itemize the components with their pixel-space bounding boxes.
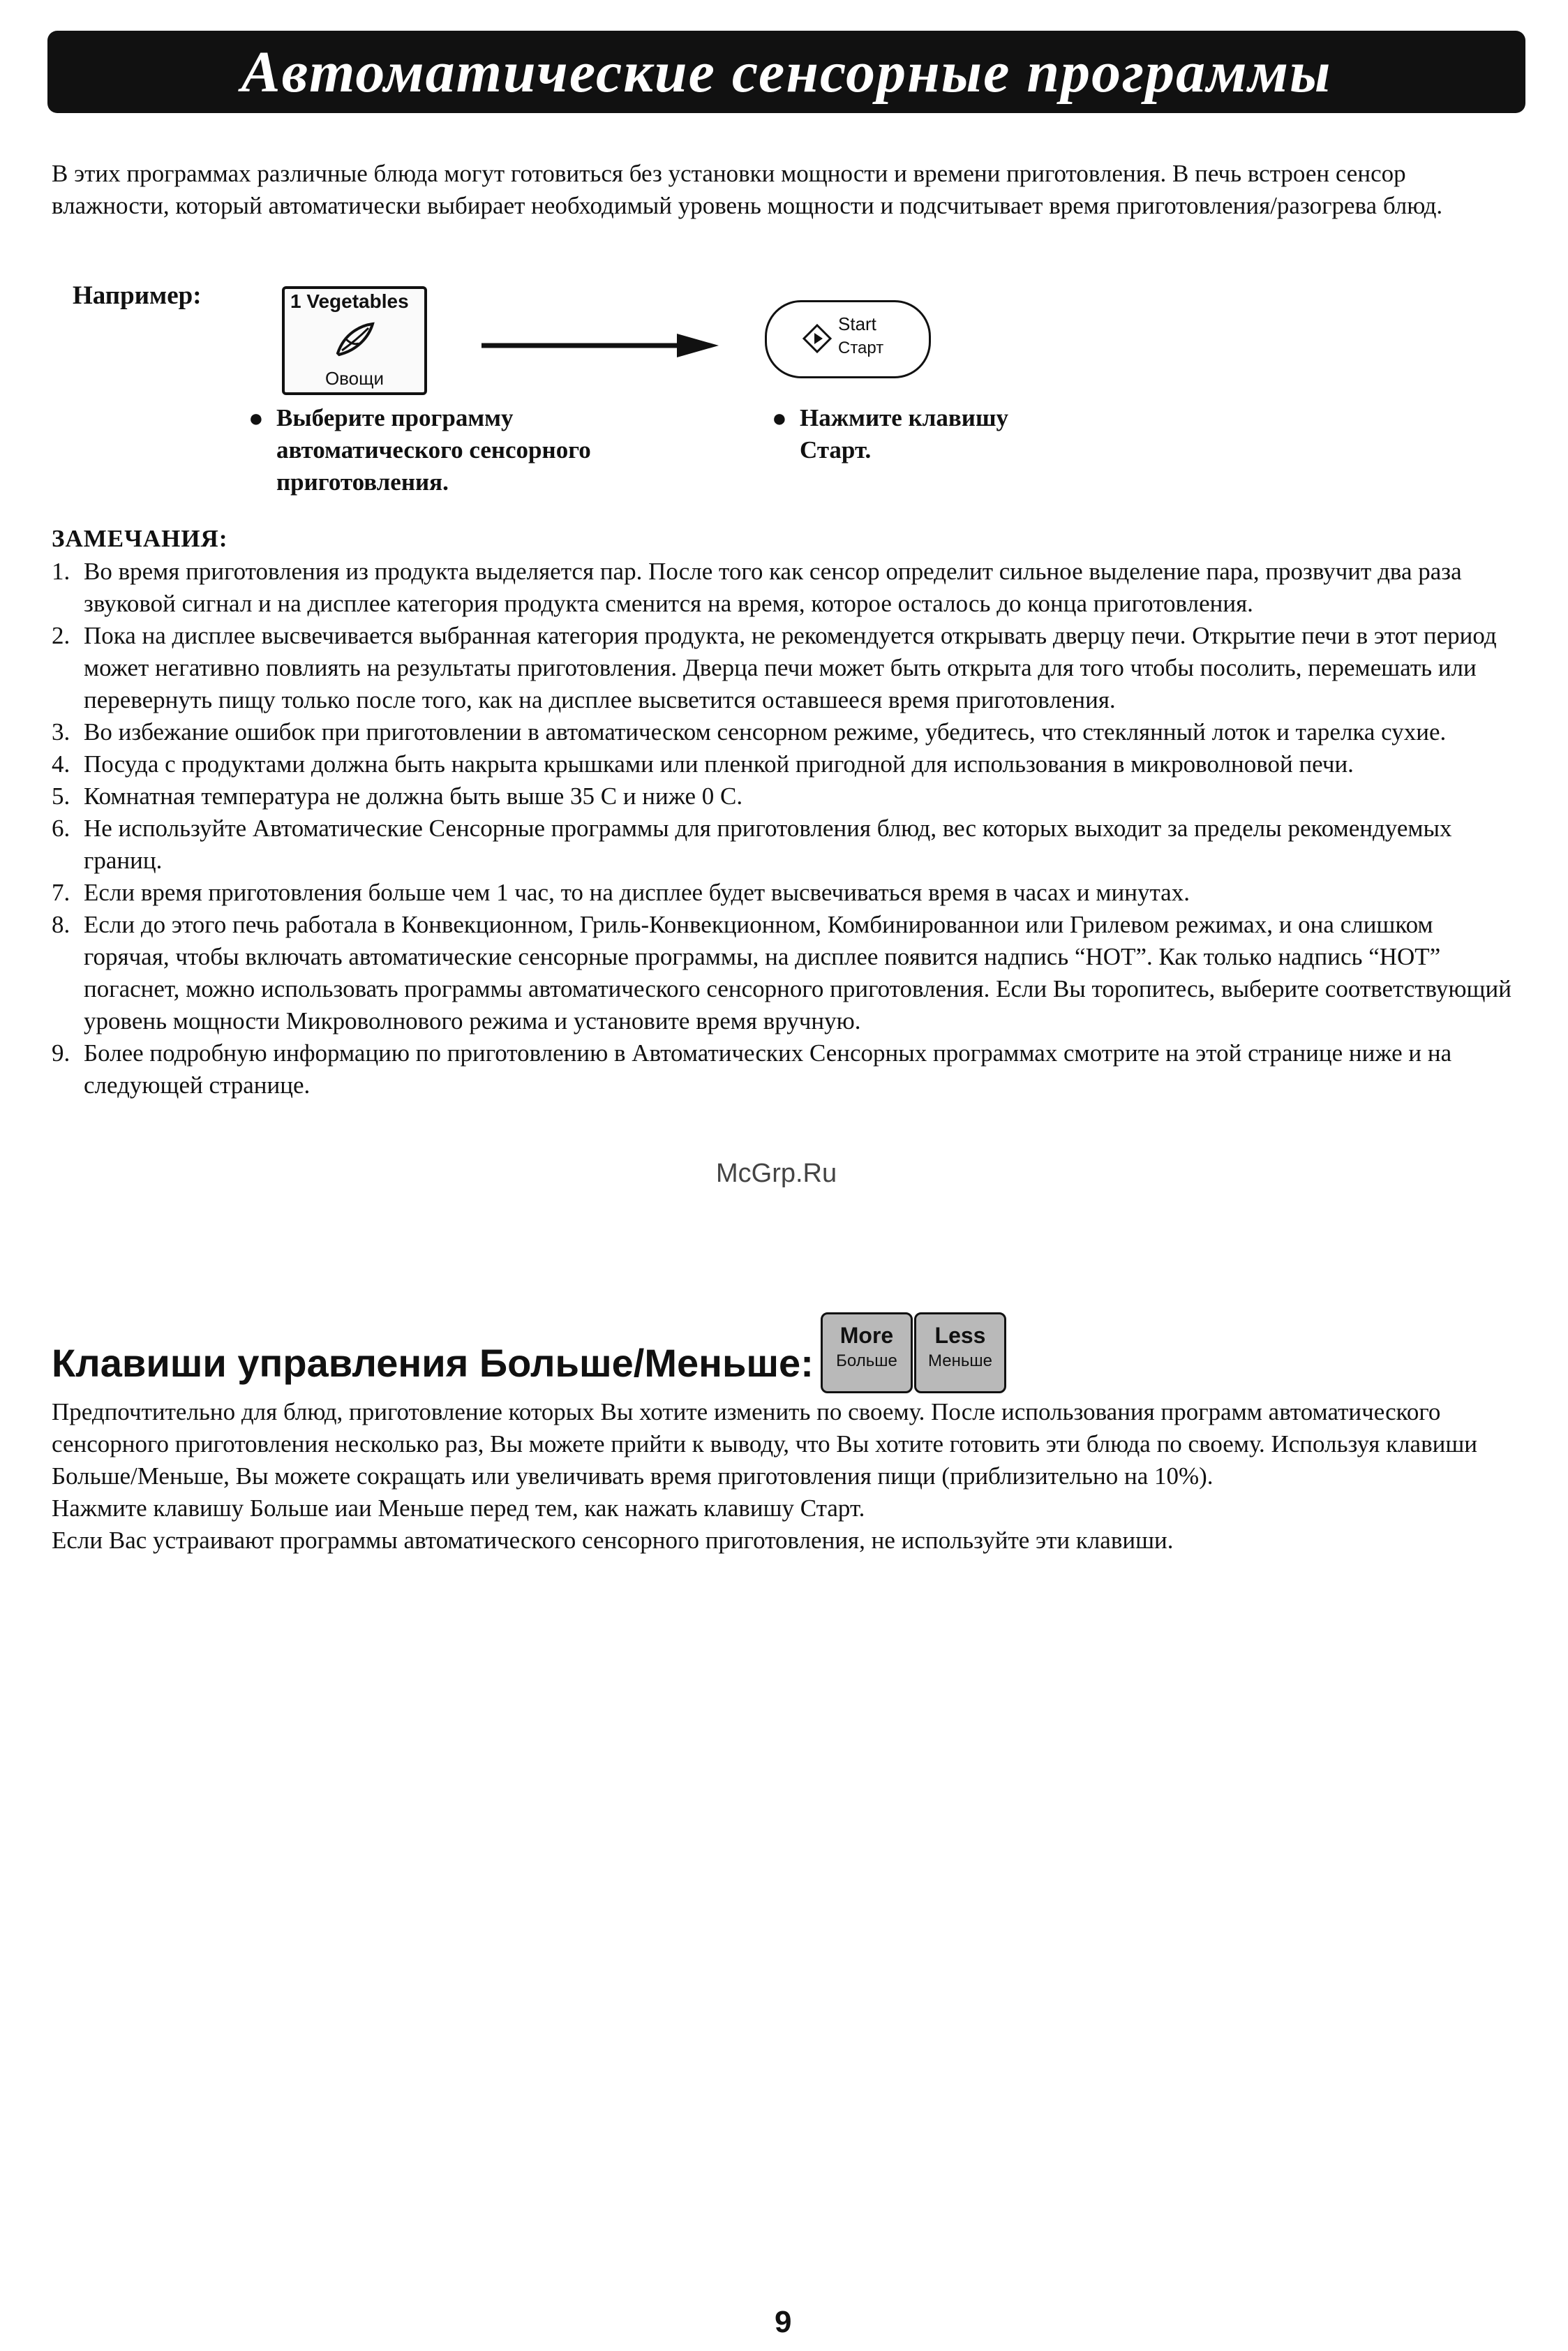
vegetables-key-sublabel: Овощи: [324, 368, 384, 389]
note-item: 6. Не используйте Автоматические Сенсорные программы для приготовления блюд, вес которых выходит за пределы рекомендуемых границ.: [52, 815, 1452, 874]
note-item: 7. Если время приготовления больше чем 1 час, то на дисплее будет высвечиваться время в часах и минутах.: [52, 879, 1190, 906]
page-title: Автоматические сенсорные программы: [241, 39, 1332, 105]
example-label: Например:: [73, 281, 202, 310]
more-key-sublabel: Больше: [836, 1351, 897, 1370]
step-2-text: Нажмите клавишу Старт.: [800, 404, 1009, 463]
paragraph: Если Вас устраивают программы автоматического сенсорного приготовления, не используйте эти клавиши.: [52, 1527, 1174, 1554]
note-item: 5. Комнатная температура не должна быть выше 35 С и ниже 0 С.: [52, 783, 743, 810]
more-less-text: [52, 1396, 1517, 1557]
start-diamond-icon: [802, 323, 832, 354]
intro-paragraph: В этих программах различные блюда могут готовиться без установки мощности и времени приготовления. В печь встроен сенсор влажности, который автоматически выбирает необходимый уровень мощности и подсчитывает время приготовления/разогрева блюд.: [52, 160, 1443, 219]
vegetables-icon: [331, 318, 380, 360]
paragraph: Предпочтительно для блюд, приготовление которых Вы хотите изменить по своему. После использования программ автоматического сенсорного приготовления несколько раз, Вы можете прийти к выводу, что Вы хотите готовить эти блюда по своему. Используя клавиши Больше/Меньше, Вы можете сокращать или увеличивать время приготовления пищи (приблизительно на 10%).: [52, 1398, 1478, 1490]
note-item: 3. Во избежание ошибок при приготовлении в автоматическом сенсорном режиме, убедитесь, что стеклянный лоток и тарелка сухие.: [52, 718, 1447, 746]
less-key-sublabel: Меньше: [928, 1351, 992, 1370]
page-title-bar: [47, 31, 1525, 113]
watermark: McGrp.Ru: [716, 1159, 837, 1188]
more-key-label: More: [839, 1323, 894, 1348]
step-1-text: Выберите программу автоматического сенсорного приготовления.: [276, 404, 591, 496]
start-key: [765, 300, 931, 378]
less-key-label: Less: [934, 1323, 986, 1348]
paragraph: Нажмите клавишу Больше иаи Меньше перед тем, как нажать клавишу Старт.: [52, 1495, 865, 1522]
more-key: [821, 1312, 913, 1393]
example-step-2: [772, 402, 1079, 466]
vegetables-key-label: 1 Vegetables: [290, 290, 409, 312]
example-step-1: [248, 402, 639, 498]
note-item: 2. Пока на дисплее высвечивается выбранная категория продукта, не рекомендуется открывать дверцу печи. Открытие печи в этот период может негативно повлиять на результаты приготовления. Дверца печи может быть открыта для того чтобы посолить, перемешать или перевернуть пищу только после того, как на дисплее высветится оставшееся время приготовления.: [52, 622, 1497, 713]
start-key-sublabel: Старт: [838, 339, 884, 357]
note-item: 4. Посуда с продуктами должна быть накрыта крышками или пленкой пригодной для использования в микроволновой печи.: [52, 750, 1354, 778]
arrow-right-icon: [481, 328, 719, 363]
less-key: [914, 1312, 1006, 1393]
vegetables-key: [282, 286, 427, 395]
note-item: 1. Во время приготовления из продукта выделяется пар. После того как сенсор определит сильное выделение пара, прозвучит два раза звуковой сигнал и на дисплее категория продукта сменится на время, которое осталось до конца приготовления.: [52, 558, 1462, 617]
start-key-label: Start: [838, 313, 876, 334]
bullet-icon: ●: [772, 404, 787, 432]
note-item: 9. Более подробную информацию по приготовлению в Автоматических Сенсорных программах смотрите на этой странице ниже и на следующей странице.: [52, 1039, 1452, 1099]
bullet-icon: ●: [248, 404, 264, 432]
notes-list: [52, 556, 1517, 1102]
note-item: 8. Если до этого печь работала в Конвекционном, Гриль-Конвекционном, Комбинированнои или Грилевом режимах, и она слишком горячая, чтобы включать автоматические сенсорные программы, на дисплее появится надпись “НОТ”. Как только надпись “НОТ” погаснет, можно использовать программы автоматического сенсорного приготовления. Если Вы торопитесь, выберите соответствующий уровень мощности Микроволнового режима и установите время вручную.: [52, 911, 1511, 1034]
page-number: 9: [775, 2305, 792, 2339]
more-less-heading: Клавиши управления Больше/Меньше:: [52, 1341, 814, 1385]
notes-title: ЗАМЕЧАНИЯ:: [52, 525, 228, 552]
